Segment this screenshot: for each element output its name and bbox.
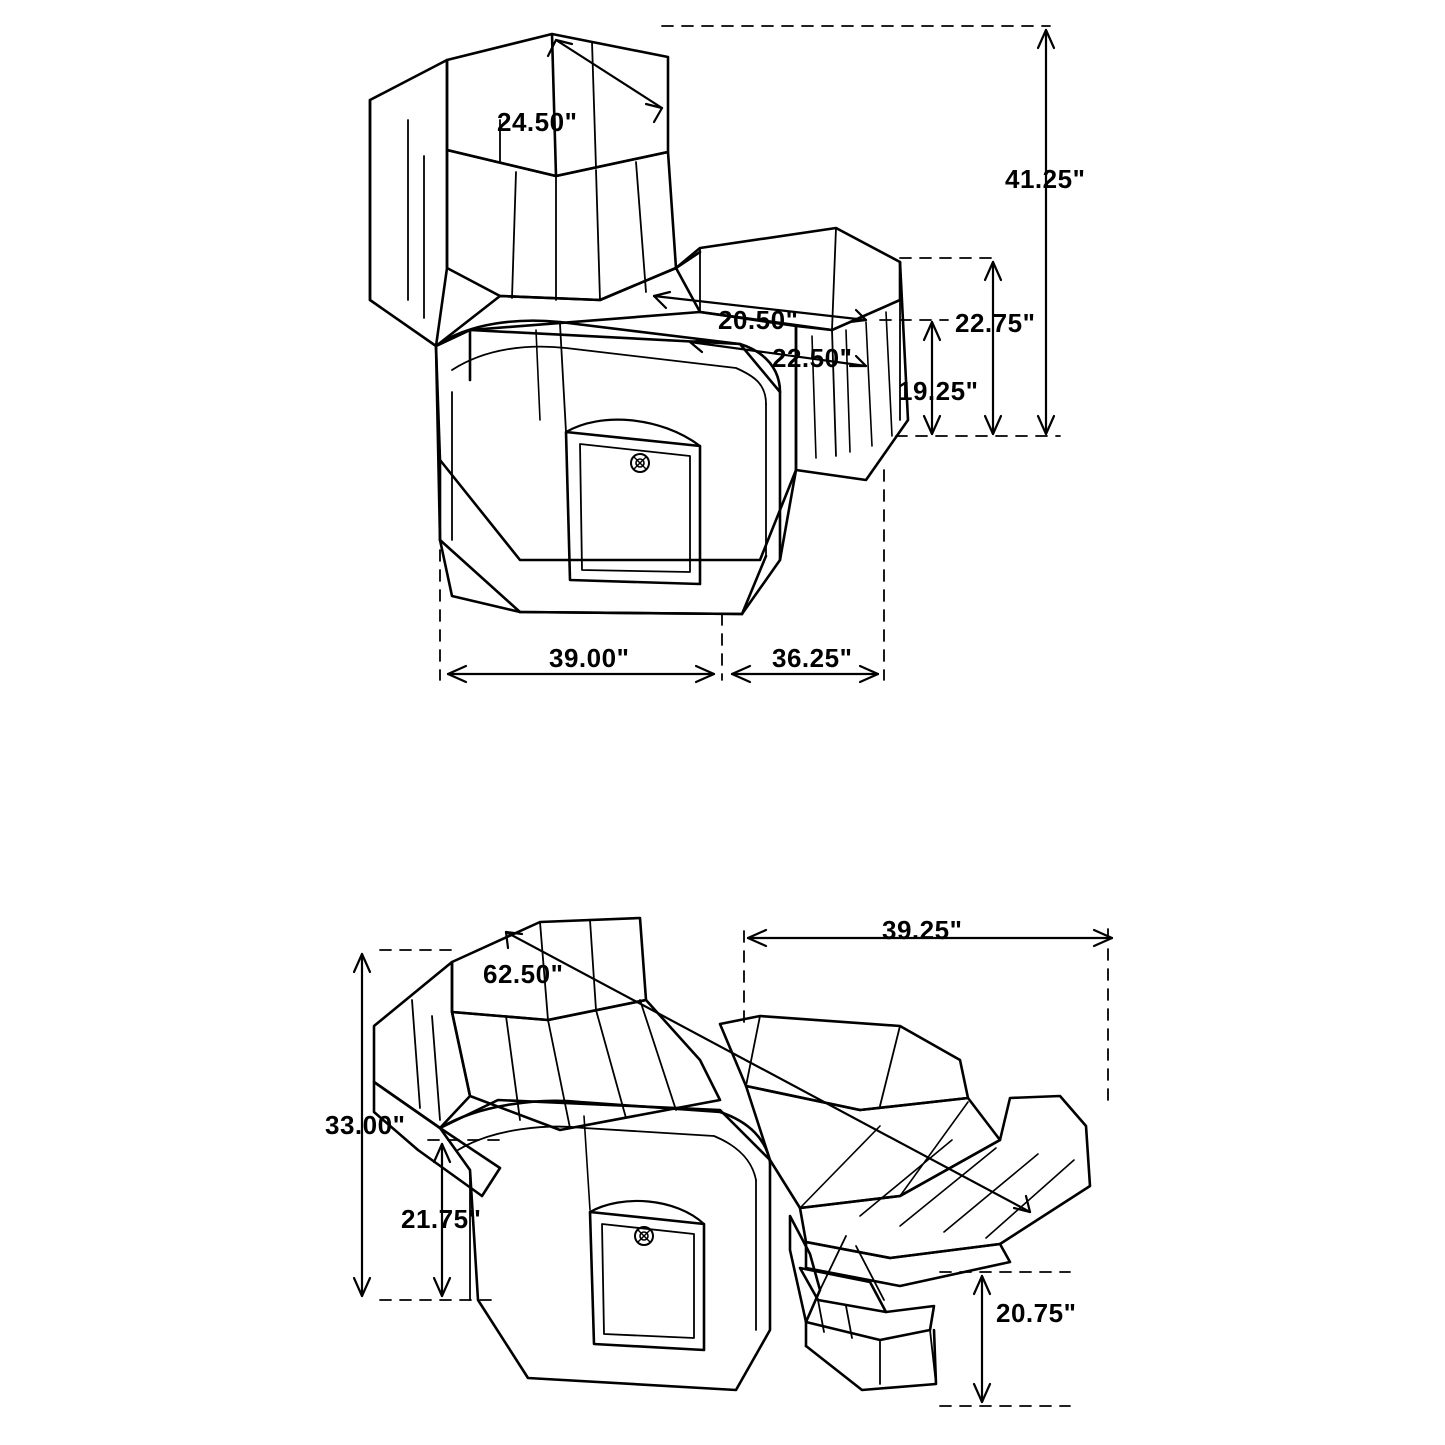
dimension-label-reclined-length: 62.50"	[483, 959, 564, 989]
dimension-label-seat-depth: 20.50"	[718, 305, 799, 335]
dimension-label-reclined-height: 33.00"	[325, 1110, 406, 1140]
dimension-label-arm-height: 22.75"	[955, 308, 1036, 338]
dimension-label-reclined-arm-height: 21.75"	[401, 1204, 482, 1234]
dimension-label-overall-width: 39.00"	[549, 643, 630, 673]
dimension-label-overall-height: 41.25"	[1005, 164, 1086, 194]
dimension-label-backrest-width: 24.50"	[497, 107, 578, 137]
dimension-label-footrest-extension: 20.75"	[996, 1298, 1077, 1328]
upright-recliner-illustration	[370, 34, 908, 614]
dimension-label-seat-height: 19.25"	[898, 376, 979, 406]
dimension-label-overall-depth: 36.25"	[772, 643, 853, 673]
dimension-label-seat-width: 22.50"	[772, 343, 853, 373]
dimension-label-reclined-depth: 39.25"	[882, 915, 963, 945]
